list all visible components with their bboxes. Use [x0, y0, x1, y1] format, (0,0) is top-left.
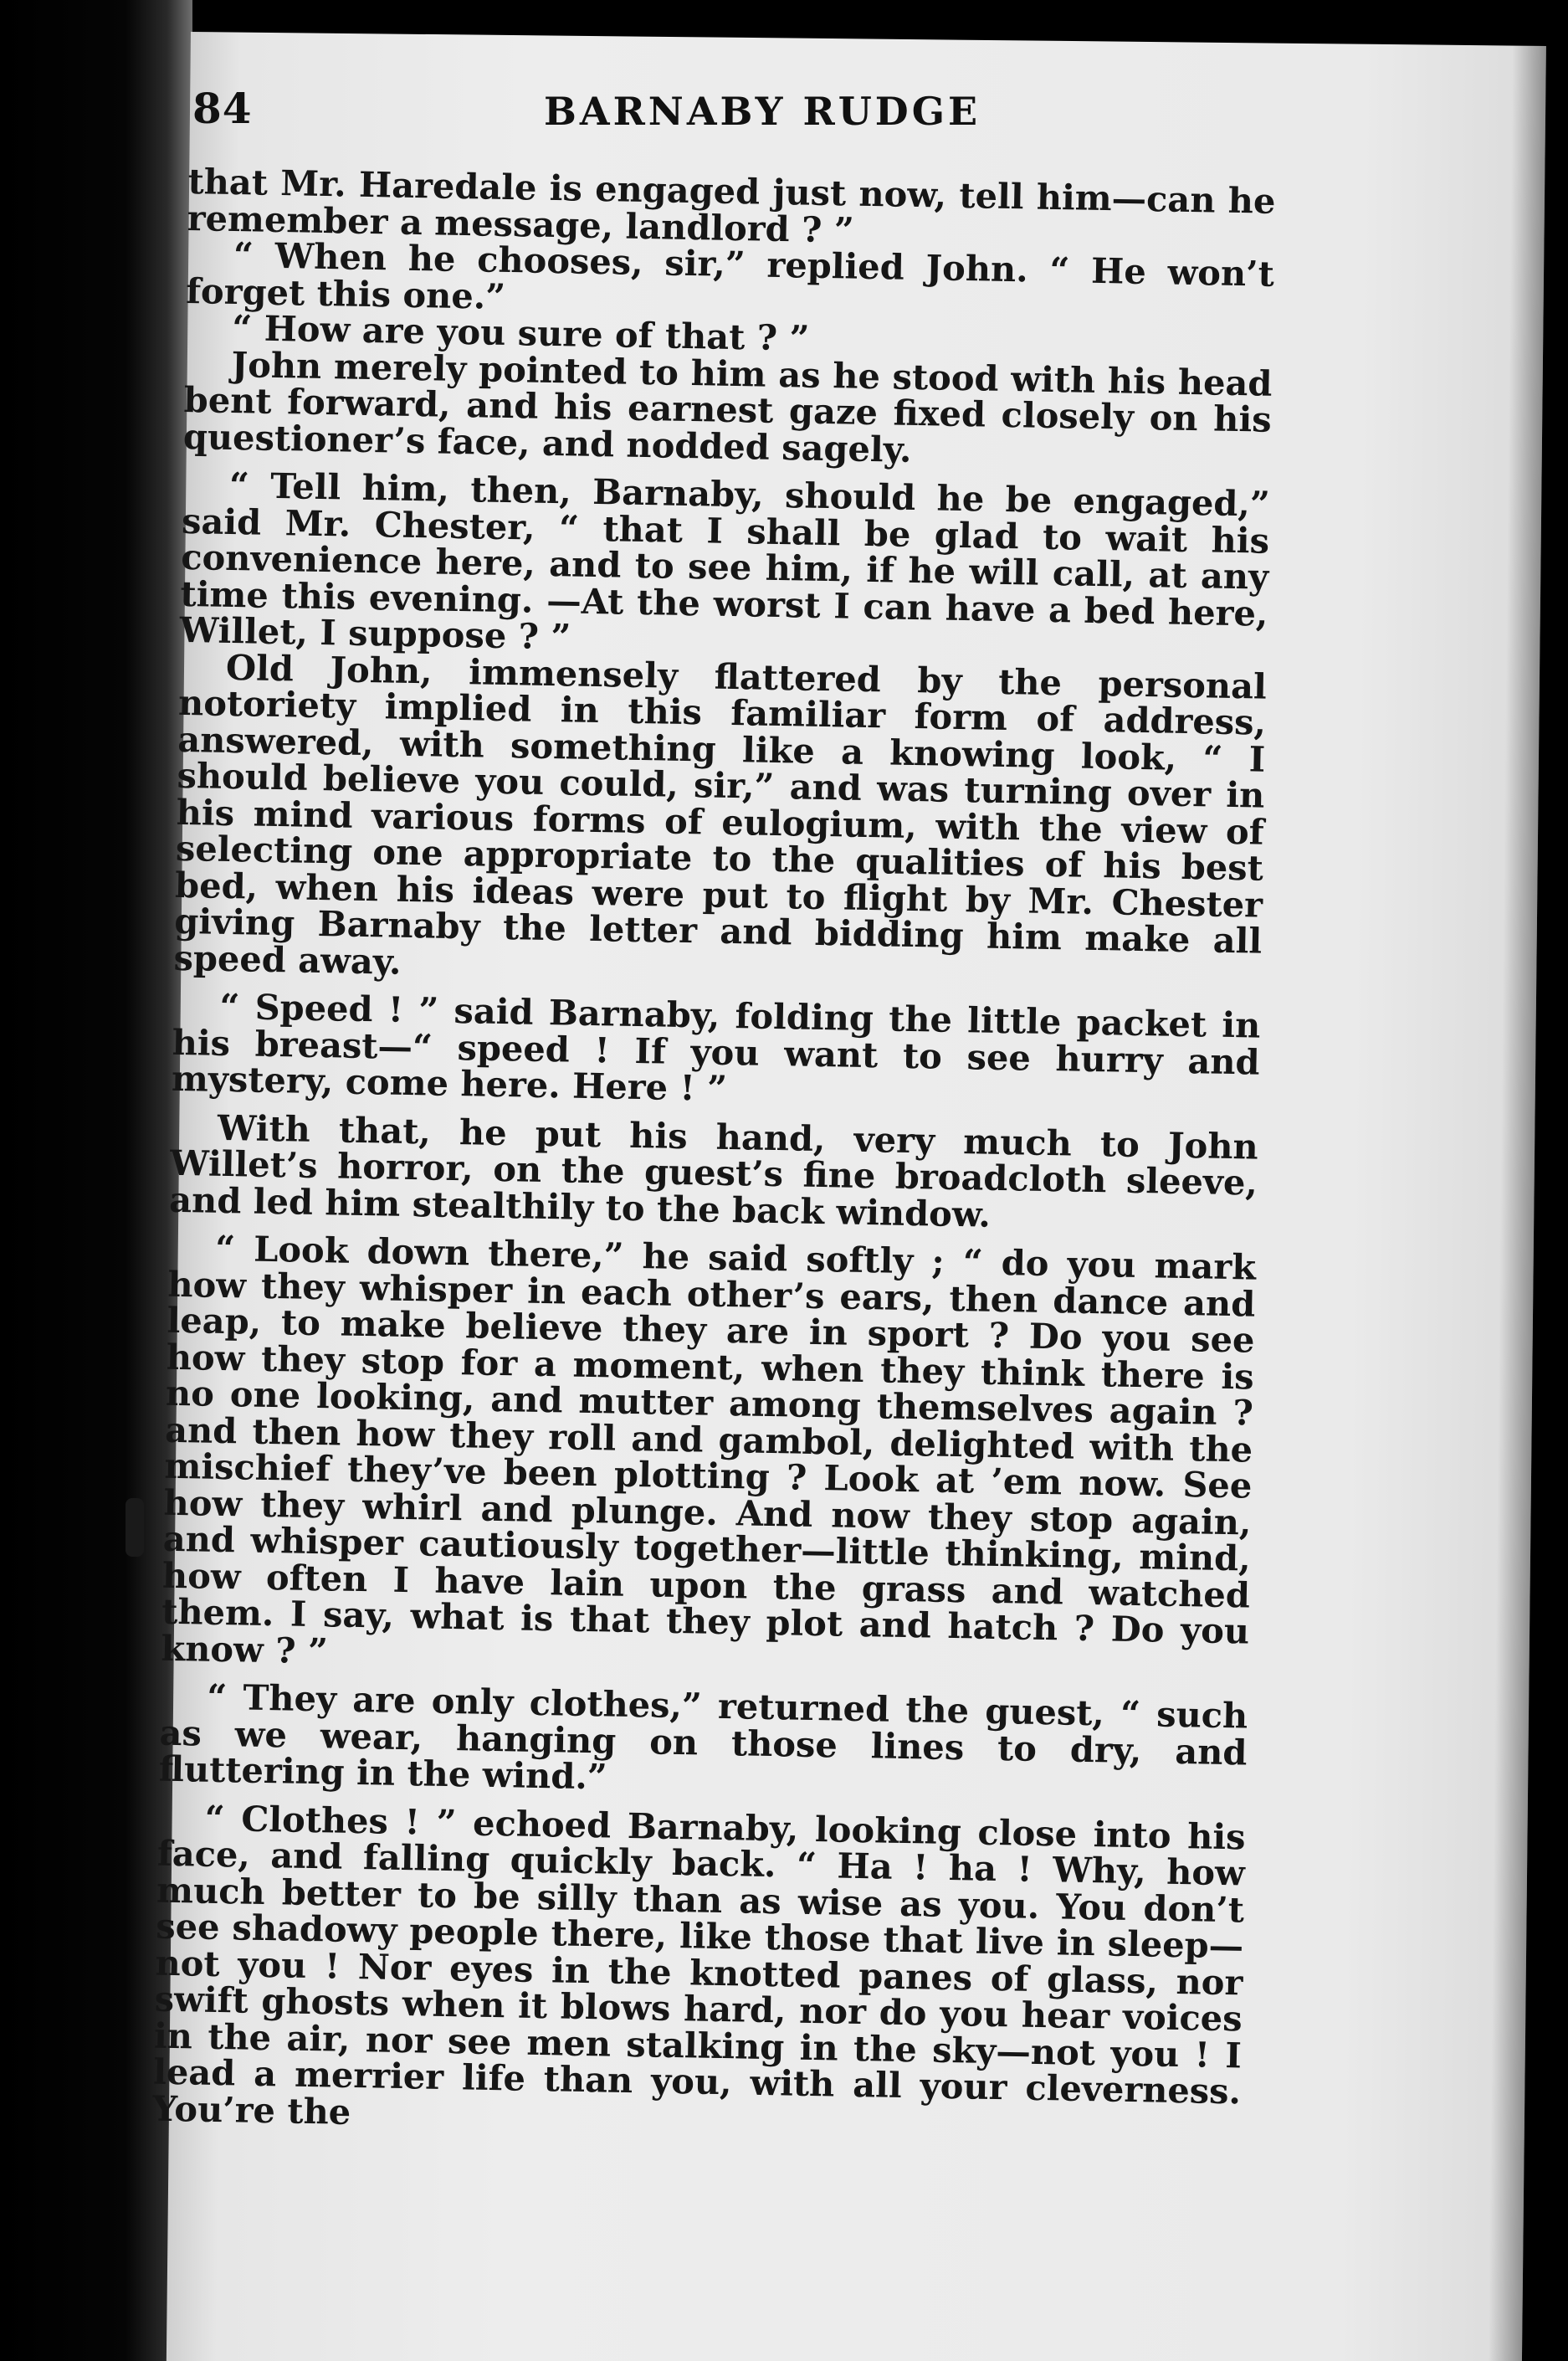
paragraph: “ Tell him, then, Barnaby, should he be engaged,” said Mr. Chester, “ that I shall be glad to wait his convenience here, and to see him, if he will call, at any time this evening. —At the worst I can have a bed here, Willet, I suppose ? ”	[179, 464, 1271, 658]
paragraph: Old John, immensely flattered by the personal notoriety implied in this familiar form of address, answered, with something like a knowing look, “ I should believe you could, sir,” and was turning over in his mind various forms of eulogium, with the view of selecting one appropriate to the qualities of his best bed, when his ideas were put to flight by Mr. Chester giving Barnaby the letter and bidding him make all speed away.	[173, 646, 1268, 983]
paragraph: “ When he chooses, sir,” replied John. “ He won’t forget this one.”	[185, 234, 1275, 317]
paragraph: With that, he put his hand, very much to John Willet’s horror, on the guest’s fine broadcloth sleeve, and led him stealthily to the back window.	[168, 1106, 1259, 1235]
paper-edge-shadow	[1489, 46, 1546, 2361]
body-text	[152, 163, 1276, 2146]
paragraph: that Mr. Haredale is engaged just now, tell him—can he remember a message, landlord ? ”	[187, 161, 1276, 251]
paragraph: “ They are only clothes,” returned the guest, “ such as we wear, hanging on those lines to dry, and fluttering in the wind.”	[158, 1676, 1248, 1798]
page-header	[192, 84, 1280, 159]
paragraph: “ Look down there,” he said softly ; “ do you mark how they whisper in each other’s ears, then dance and leap, to make believe they are in sport ? Do you see how they stop for a moment, when they think there is no one looking, and mutter among themselves again ? and then how they roll and gambol, delighted with the mischief they’ve been plotting ? Look at ’em now. See how they whirl and plunge. And now they stop again, and whisper cautiously together—little thinking, mind, how often I have lain upon the grass and watched them. I say, what is that they plot and hatch ? Do you know ? ”	[161, 1227, 1257, 1671]
page-number: 84	[192, 84, 253, 133]
paragraph: “ Clothes ! ” echoed Barnaby, looking close into his face, and falling quickly back. “ Ha ! ha ! Why, how much better to be silly than as wise as you. You don’t see shadowy people there, like those that live in sleep—not you ! Nor eyes in the knotted panes of glass, nor swift ghosts when it blows hard, nor do you hear voices in the air, nor see men stalking in the sky—not you ! I lead a merrier life than you, with all your cleverness. You’re the	[151, 1797, 1247, 2133]
paragraph: “ How are you sure of that ? ”	[231, 306, 810, 359]
running-title: BARNABY RUDGE	[544, 89, 981, 134]
paragraph: John merely pointed to him as he stood with his head bent forward, and his earnest gaze fixed closely on his questioner’s face, and nodded sagely.	[182, 343, 1273, 470]
margin-smudge	[126, 1498, 144, 1557]
paragraph: “ Speed ! ” said Barnaby, folding the little packet in his breast—“ speed ! If you want to see hurry and mystery, come here. Here ! ”	[171, 985, 1261, 1109]
